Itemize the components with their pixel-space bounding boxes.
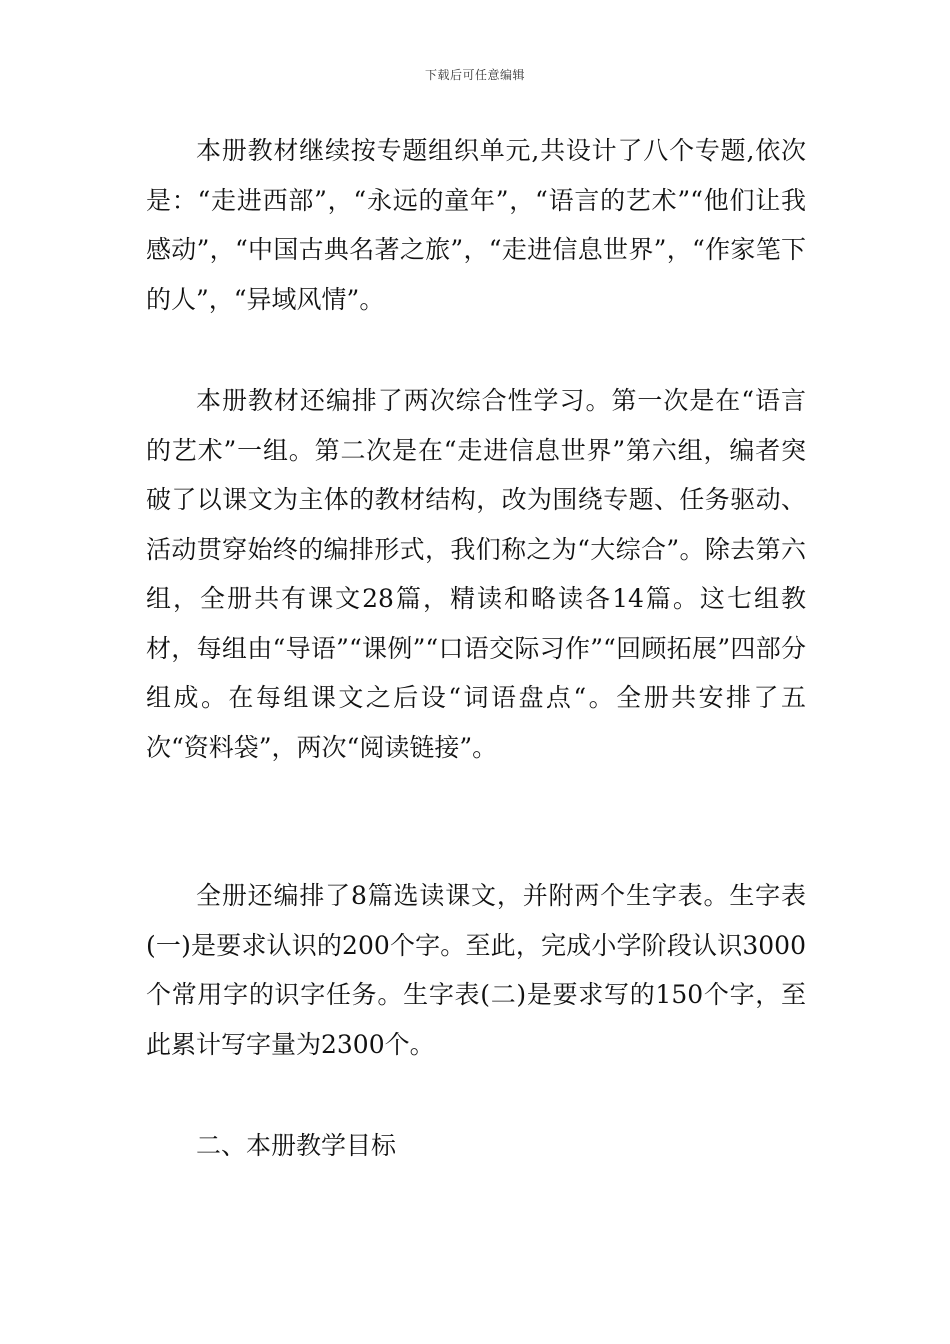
paragraph-character-tables: 全册还编排了8篇选读课文，并附两个生字表。生字表(一)是要求认识的200个字。至此，完成小学阶段认识3000个常用字的识字任务。生字表(二)是要求写的150个字，至此累计写字量为2300个。 [146,881,806,1059]
header-note: 下载后可任意编辑 [424,68,525,82]
paragraph-topics: 本册教材继续按专题组织单元,共设计了八个专题,依次是：“走进西部”，“永远的童年”，“语言的艺术”“他们让我感动”，“中国古典名著之旅”，“走进信息世界”，“作家笔下的人”，“异域风情”。 [146,136,806,314]
section-heading: 二、本册教学目标 [196,1131,397,1160]
paragraph-comprehensive-learning: 本册教材还编排了两次综合性学习。第一次是在“语言的艺术”一组。第二次是在“走进信息世界”第六组，编者突破了以课文为主体的教材结构，改为围绕专题、任务驱动、活动贯穿始终的编排形式，我们称之为“大综合”。除去第六组，全册共有课文28篇，精读和略读各14篇。这七组教材，每组由“导语”“课例”“口语交际习作”“回顾拓展”四部分组成。在每组课文之后设“词语盘点“。全册共安排了五次“资料袋”，两次“阅读链接”。 [146,386,806,762]
